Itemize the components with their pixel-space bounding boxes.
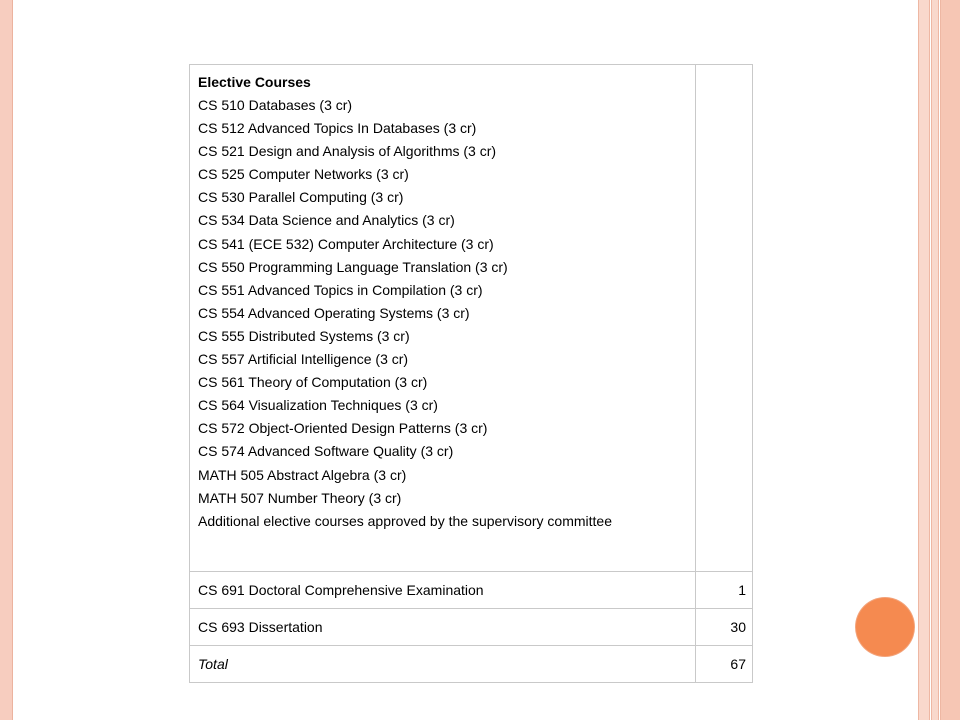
decorative-circle [856, 598, 914, 656]
course-label: CS 693 Dissertation [190, 608, 696, 645]
slide-frame-right-band [940, 0, 960, 720]
course-label: CS 691 Doctoral Comprehensive Examination [190, 571, 696, 608]
elective-course-item: MATH 505 Abstract Algebra (3 cr) [198, 466, 407, 483]
elective-course-item: CS 561 Theory of Computation (3 cr) [198, 374, 428, 391]
elective-course-item: CS 554 Advanced Operating Systems (3 cr) [198, 304, 470, 321]
elective-course-item: CS 564 Visualization Techniques (3 cr) [198, 397, 438, 414]
table-row [190, 65, 753, 572]
elective-course-item: CS 530 Parallel Computing (3 cr) [198, 189, 404, 206]
elective-course-item: CS 534 Data Science and Analytics (3 cr) [198, 212, 455, 229]
table-row [190, 645, 753, 682]
course-requirements-table [189, 64, 753, 683]
elective-heading: Elective Courses [198, 74, 311, 90]
elective-course-item: CS 541 (ECE 532) Computer Architecture (3 cr) [198, 235, 494, 252]
elective-course-item: CS 510 Databases (3 cr) [198, 97, 353, 113]
slide-frame-right-stripe [918, 0, 930, 720]
elective-course-item: MATH 507 Number Theory (3 cr) [198, 489, 402, 506]
elective-credits-cell [696, 65, 753, 572]
course-credits: 1 [696, 571, 753, 608]
elective-course-item: CS 525 Computer Networks (3 cr) [198, 166, 409, 183]
elective-course-item: CS 550 Programming Language Translation (3 cr) [198, 258, 508, 275]
table-row [190, 571, 753, 608]
total-label: Total [190, 645, 696, 682]
slide-frame-left [0, 0, 13, 720]
elective-course-item: CS 557 Artificial Intelligence (3 cr) [198, 351, 409, 368]
course-credits: 30 [696, 608, 753, 645]
table-row [190, 608, 753, 645]
elective-course-item: Additional elective courses approved by the supervisory committee [198, 512, 612, 529]
elective-course-item: CS 521 Design and Analysis of Algorithms (3 cr) [198, 143, 497, 160]
elective-course-list [198, 94, 689, 533]
elective-courses-cell [190, 65, 696, 572]
elective-course-item: CS 574 Advanced Software Quality (3 cr) [198, 443, 454, 460]
elective-course-item: CS 572 Object-Oriented Design Patterns (3 cr) [198, 420, 488, 437]
elective-course-item: CS 512 Advanced Topics In Databases (3 cr) [198, 120, 477, 137]
elective-course-item: CS 551 Advanced Topics in Compilation (3 cr) [198, 281, 483, 298]
elective-course-item: CS 555 Distributed Systems (3 cr) [198, 327, 410, 344]
total-credits: 67 [696, 645, 753, 682]
slide-frame-right-stripe [931, 0, 939, 720]
